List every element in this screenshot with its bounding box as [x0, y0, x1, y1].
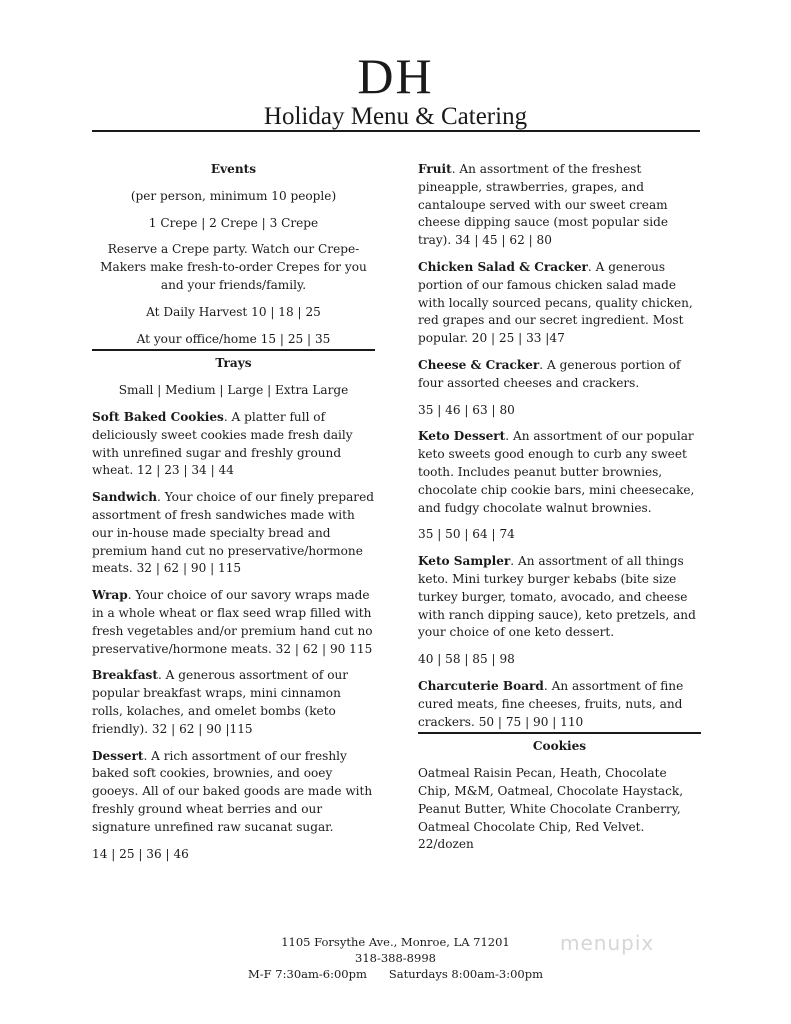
tray-sizes: Small | Medium | Large | Extra Large — [118, 383, 349, 398]
item-description: A generous portion of four assorted cheeses and crackers. — [418, 357, 681, 390]
item-prices: 14 | 25 | 36 | 46 — [92, 846, 189, 861]
item-description: An assortment of our popular keto sweets good enough to curb any sweet tooth. Includes peanut butter brownies, chocolate chip cookie bars, mini cheesecake, and fudgy chocolate walnut brownies. — [418, 429, 695, 515]
cookie-list: Oatmeal Raisin Pecan, Heath, Chocolate Chip, M&M, Oatmeal, Chocolate Haystack, Peanut Butter, White Chocolate Cranberry, Oatmeal Chocolate Chip, Red Velvet. — [418, 766, 684, 834]
page-title: Holiday Menu & Catering — [263, 103, 528, 130]
item-description: Your choice of our savory wraps made in a whole wheat or flax seed wrap filled with fresh vegetables and/or premium hand cut no preservative/hormone meats. 32 | 62 | 90 115 — [92, 588, 373, 656]
cookie-price: 22/dozen — [418, 837, 474, 852]
item-name: Fruit — [418, 162, 452, 176]
item-description: A generous portion of our famous chicken salad made with locally sourced pecans, quality chicken, red grapes and our secret ingredient. Most popular. 20 | 25 | 33 |47 — [418, 259, 693, 346]
address: 1105 Forsythe Ave., Monroe, LA 71201 — [281, 935, 510, 949]
menu-item: Fruit. An assortment of the freshest pineapple, strawberries, grapes, and cantaloupe served with our sweet cream cheese dipping sauce (most popular side tray). 34 | 45 | 62 | 80 — [418, 162, 669, 248]
section-divider — [418, 732, 701, 734]
item-description: A platter full of deliciously sweet cookies made fresh daily with unrefined sugar and freshly ground wheat. 12 | 23 | 34 | 44 — [92, 409, 353, 478]
item-name: Dessert — [92, 748, 144, 763]
item-name: Chicken Salad & Cracker — [418, 259, 588, 274]
watermark: menupix — [560, 931, 655, 955]
menu-item: Chicken Salad & Cracker. A generous portion of our famous chicken salad made with locally sourced pecans, quality chicken, red grapes and our secret ingredient. Most popular. 20 | 25 | 33 |47 — [418, 259, 693, 346]
events-description: Reserve a Crepe party. Watch our Crepe-Makers make fresh-to-order Crepes for you and your friends/family. — [100, 242, 367, 292]
events-note: (per person, minimum 10 people) — [130, 188, 337, 203]
header-divider — [92, 130, 700, 132]
menu-item: Cheese & Cracker. A generous portion of four assorted cheeses and crackers. — [418, 357, 681, 390]
item-name: Breakfast — [92, 668, 158, 683]
item-name: Keto Dessert — [418, 429, 506, 444]
item-name: Wrap — [92, 588, 128, 603]
menu-item: Breakfast. A generous assortment of our popular breakfast wraps, mini cinnamon rolls, kolaches, and omelet bombs (keto friendly). 32 | 62 | 90 |115 — [92, 668, 349, 736]
item-name: Sandwich — [92, 490, 157, 505]
item-prices: 35 | 50 | 64 | 74 — [418, 527, 515, 542]
item-description: An assortment of fine cured meats, fine cheeses, fruits, nuts, and crackers. 50 | 75 | 90 | 110 — [418, 678, 684, 729]
section-title-events: Events — [210, 162, 257, 176]
menu-item: Keto Dessert. An assortment of our popular keto sweets good enough to curb any sweet tooth. Includes peanut butter brownies, chocolate chip cookie bars, mini cheesecake, and fudgy chocolate walnut brownies. — [418, 429, 695, 515]
item-prices: 40 | 58 | 85 | 98 — [418, 652, 515, 667]
events-price-daily-harvest: At Daily Harvest 10 | 18 | 25 — [146, 304, 321, 319]
hours-saturday: Saturdays 8:00am-3:00pm — [388, 967, 543, 981]
item-description: An assortment of all things keto. Mini turkey burger kebabs (bite size turkey burger, tomato, avocado, and cheese with ranch dipping sauce), keto pretzels, and your choice of one keto dessert. — [418, 554, 696, 640]
section-title-cookies: Cookies — [532, 739, 587, 754]
phone: 318-388-8998 — [355, 951, 436, 965]
item-name: Cheese & Cracker — [418, 357, 540, 372]
menu-item: Charcuterie Board. An assortment of fine cured meats, fine cheeses, fruits, nuts, and crackers. 50 | 75 | 90 | 110 — [418, 678, 684, 729]
hours-weekday: M-F 7:30am-6:00pm — [248, 967, 367, 981]
footer — [0, 934, 791, 982]
menu-item: Dessert. A rich assortment of our freshly baked soft cookies, brownies, and ooey gooeys. All of our baked goods are made with freshly ground wheat berries and our signature unrefined raw sucanat sugar. — [92, 748, 373, 834]
item-name: Keto Sampler — [418, 554, 511, 569]
menu-item: Wrap. Your choice of our savory wraps made in a whole wheat or flax seed wrap filled with fresh vegetables and/or premium hand cut no preservative/hormone meats. 32 | 62 | 90 115 — [92, 588, 373, 656]
events-options: 1 Crepe | 2 Crepe | 3 Crepe — [148, 215, 319, 230]
events-price-office-home: At your office/home 15 | 25 | 35 — [136, 331, 331, 346]
item-name: Soft Baked Cookies — [92, 409, 224, 424]
section-divider — [92, 349, 375, 351]
item-description: Your choice of our finely prepared assortment of fresh sandwiches made with our in-house made specialty bread and premium hand cut no preservative/hormone meats. 32 | 62 | 90 | 115 — [92, 490, 374, 576]
hours — [0, 966, 791, 982]
menu-item: Sandwich. Your choice of our finely prepared assortment of fresh sandwiches made with our in-house made specialty bread and premium hand cut no preservative/hormone meats. 32 | 62 | 90 | 115 — [92, 490, 374, 576]
logo: DH — [357, 48, 434, 104]
section-title-trays: Trays — [215, 356, 252, 371]
item-name: Charcuterie Board — [418, 678, 544, 693]
item-description: An assortment of the freshest pineapple, strawberries, grapes, and cantaloupe served with our sweet cream cheese dipping sauce (most popular side tray). 34 | 45 | 62 | 80 — [418, 162, 669, 248]
item-description: A rich assortment of our freshly baked soft cookies, brownies, and ooey gooeys. All of our baked goods are made with freshly ground wheat berries and our signature unrefined raw sucanat sugar. — [92, 748, 373, 834]
menu-item: Keto Sampler. An assortment of all things keto. Mini turkey burger kebabs (bite size turkey burger, tomato, avocado, and cheese with ranch dipping sauce), keto pretzels, and your choice of one keto dessert. — [418, 554, 696, 640]
item-description: A generous assortment of our popular breakfast wraps, mini cinnamon rolls, kolaches, and omelet bombs (keto friendly). 32 | 62 | 90 |115 — [92, 668, 349, 736]
left-column — [92, 161, 375, 872]
item-prices: 35 | 46 | 63 | 80 — [418, 402, 515, 417]
right-column — [418, 161, 701, 854]
menu-item: Soft Baked Cookies. A platter full of deliciously sweet cookies made fresh daily with unrefined sugar and freshly ground wheat. 12 | 23 | 34 | 44 — [92, 409, 353, 478]
